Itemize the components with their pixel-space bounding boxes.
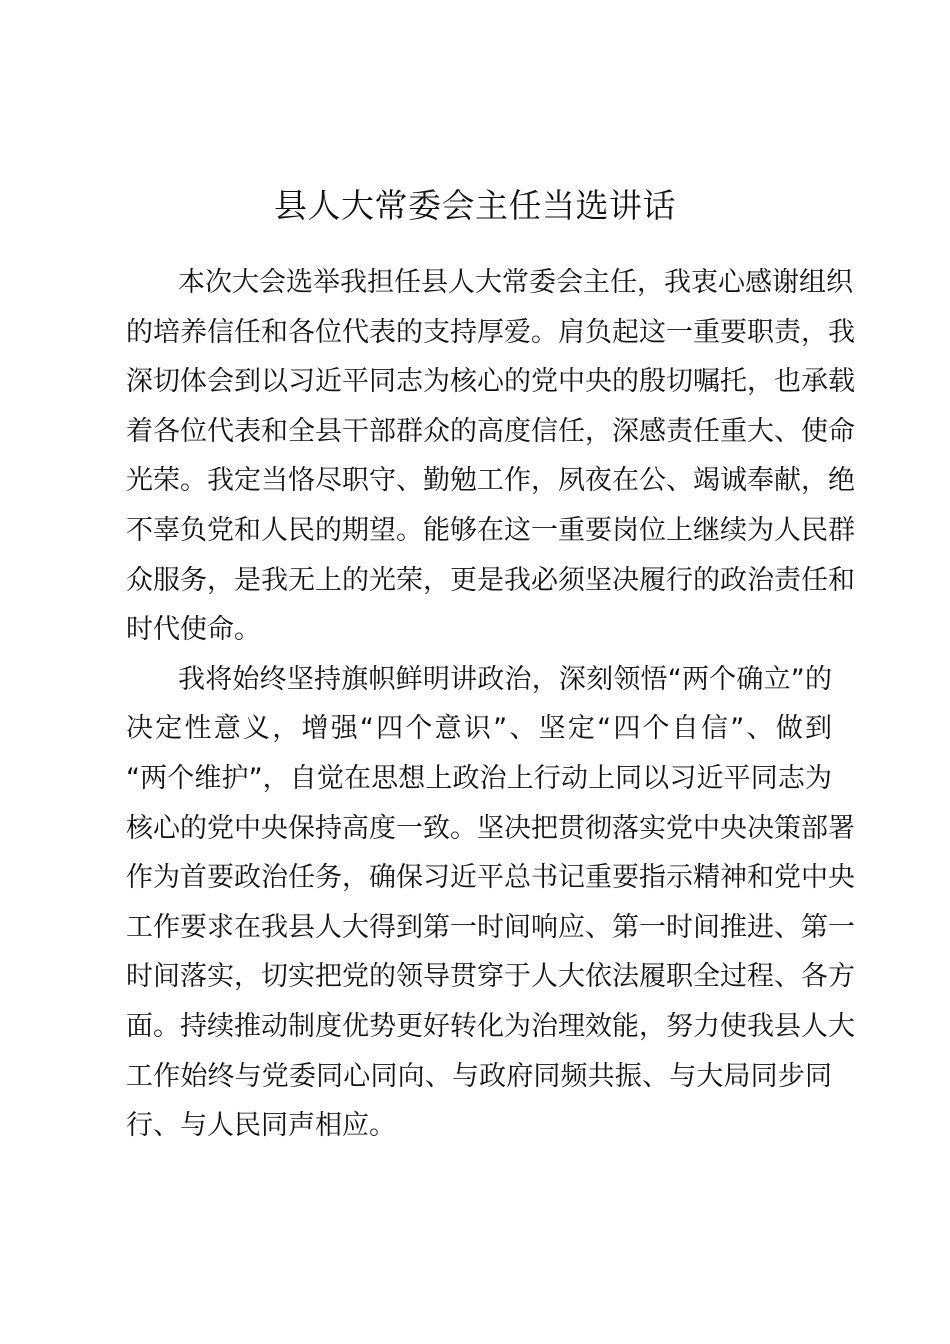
paragraph-line: 众服务，是我无上的光荣，更是我必须坚决履行的政治责任和	[126, 564, 855, 596]
paragraph-line: 本次大会选举我担任县人大常委会主任，我衷心感谢组织	[178, 267, 853, 298]
document-title: 县人大常委会主任当选讲话	[274, 186, 676, 225]
paragraph-line: 着各位代表和全县干部群众的高度信任，深感责任重大、使命	[126, 415, 855, 447]
paragraph-line: 作为首要政治任务，确保习近平总书记重要指示精神和党中央	[126, 862, 855, 894]
paragraph-line: 光荣。我定当恪尽职守、勤勉工作，夙夜在公、竭诚奉献，绝	[126, 465, 855, 497]
paragraph-line: 的培养信任和各位代表的支持厚爱。肩负起这一重要职责，我	[126, 316, 855, 348]
paragraph-1	[126, 258, 855, 655]
paragraph-2	[126, 655, 855, 1151]
paragraph-line: 不辜负党和人民的期望。能够在这一重要岗位上继续为人民群	[126, 514, 855, 546]
paragraph-line: 决定性意义，增强“四个意识”、坚定“四个自信”、做到	[126, 713, 832, 745]
paragraph-line: 核心的党中央保持高度一致。坚决把贯彻落实党中央决策部署	[126, 812, 855, 844]
paragraph-line: 时代使命。	[126, 614, 261, 646]
document-body	[126, 258, 855, 1151]
paragraph-line: “两个维护”，自觉在思想上政治上行动上同以习近平同志为	[126, 762, 832, 794]
paragraph-line: 工作要求在我县人大得到第一时间响应、第一时间推进、第一	[126, 911, 855, 943]
paragraph-line: 我将始终坚持旗帜鲜明讲政治，深刻领悟“两个确立”的	[178, 663, 832, 695]
paragraph-line: 时间落实，切实把党的领导贯穿于人大依法履职全过程、各方	[126, 961, 855, 993]
paragraph-line: 面。持续推动制度优势更好转化为治理效能，努力使我县人大	[126, 1010, 855, 1042]
paragraph-line: 行、与人民同声相应。	[126, 1110, 396, 1142]
paragraph-line: 深切体会到以习近平同志为核心的党中央的殷切嘱托，也承载	[126, 366, 855, 398]
paragraph-line: 工作始终与党委同心同向、与政府同频共振、与大局同步同	[126, 1060, 832, 1092]
